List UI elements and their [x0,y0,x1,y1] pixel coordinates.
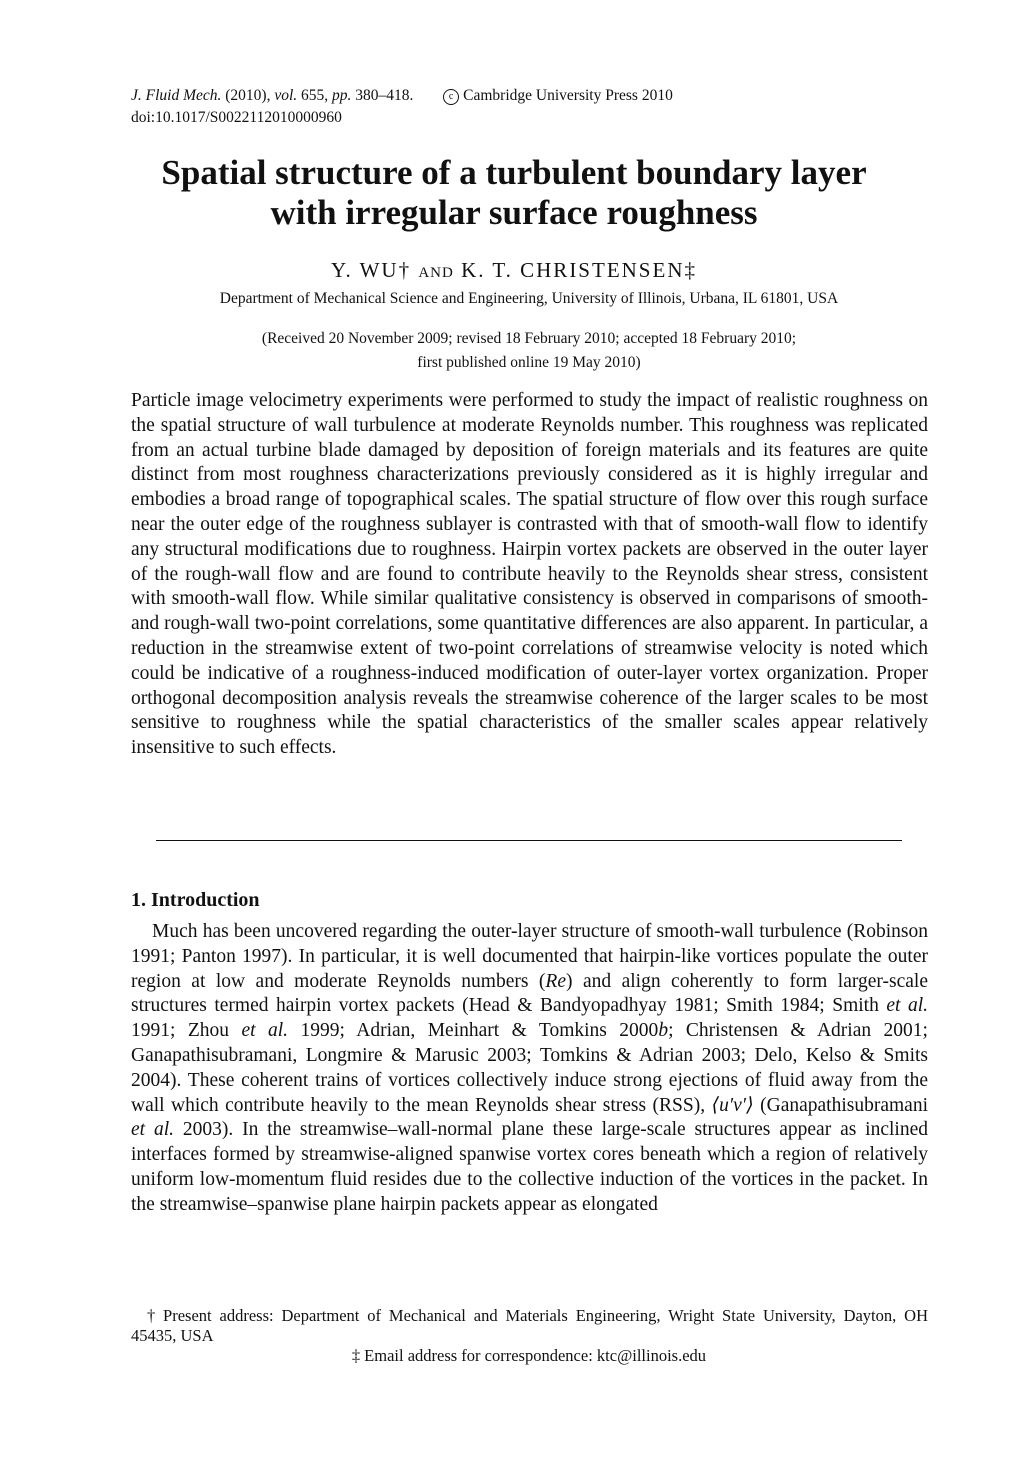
publication-dates [0,327,1028,375]
copyright-icon: c [443,89,459,105]
intro-text-2: ) and align coherently to form larger-scale structures termed hairpin vortex packets (Head & Bandyopadhyay 1981; Smith 1984; Smith [131,970,928,1017]
footnote-dagger [131,1306,928,1346]
journal-header [131,85,673,129]
dates-line-2: first published online 19 May 2010) [417,354,641,371]
intro-etal-2: et al. [241,1020,289,1042]
intro-text-5: ; Christensen & Adrian 2001; Ganapathisubramani, Longmire & Marusic 2003; Tomkins & Adrian 2003; Delo, Kelso & Smits 2004). These coherent trains of vortices collectively induce strong ejections of fluid away from the wall which contribute heavily to the mean Reynolds shear stress (RSS), [131,1020,928,1116]
pages-label: pp. [332,87,352,104]
intro-re: Re [545,970,566,992]
intro-text-3: 1991; Zhou [131,1020,242,1042]
footnote-dagger-text: Present address: Department of Mechanical and Materials Engineering, Wright State University, Dayton, OH 45435, USA [131,1306,928,1345]
intro-text-4: 1999; Adrian, Meinhart & Tomkins 2000 [288,1020,659,1042]
intro-etal-3: et al. [131,1119,174,1141]
section-heading: 1. Introduction [131,889,260,911]
title-line-2: with irregular surface roughness [270,193,758,232]
footnote-email-text: Email address for correspondence: ktc@illinois.edu [364,1346,707,1365]
intro-etal-1: et al. [886,995,929,1017]
volume-label: vol. [274,87,298,104]
intro-b: b [658,1020,669,1042]
authors [0,258,1028,283]
author-conjunction: AND [418,265,454,281]
intro-paragraph [131,920,928,1218]
citation-line [131,85,673,107]
author-2: K. T. CHRISTENSEN‡ [461,258,697,282]
intro-rss-symbol: ⟨u′v′⟩ [711,1094,754,1116]
dagger-symbol: † [147,1306,160,1325]
abstract-divider [156,840,902,841]
intro-text-1: Much has been uncovered regarding the outer-layer structure of smooth-wall turbulence (Robinson 1991; Panton 1997). In particular, it is well documented that hairpin-like vortices populate the outer region at low and moderate Reynolds numbers ( [131,921,928,992]
publisher: Cambridge University Press 2010 [463,87,673,104]
author-1: Y. WU† [331,258,412,282]
ddagger-symbol: ‡ [351,1346,361,1365]
pages-value: 380–418. [355,87,414,104]
intro-text-6: (Ganapathisubramani [753,1094,928,1116]
footnote-ddagger [0,1346,1028,1366]
abstract: Particle image velocimetry experiments were performed to study the impact of realistic roughness on the spatial structure of wall turbulence at moderate Reynolds number. This roughness was replicated from an actual turbine blade damaged by deposition of foreign materials and its features are quite distinct from most roughness characterizations previously considered as it is highly irregular and embodies a broad range of topographical scales. The spatial structure of flow over this rough surface near the outer edge of the roughness sublayer is contrasted with that of smooth-wall flow to identify any structural modifications due to roughness. Hairpin vortex packets are observed in the outer layer of the rough-wall flow and are found to contribute heavily to the Reynolds shear stress, consistent with smooth-wall flow. While similar qualitative consistency is observed in comparisons of smooth- and rough-wall two-point correlations, some quantitative differences are also apparent. In particular, a reduction in the streamwise extent of two-point correlations of streamwise velocity is noted which could be indicative of a roughness-induced modification of outer-layer vortex organization. Proper orthogonal decomposition analysis reveals the streamwise coherence of the larger scales to be most sensitive to roughness while the spatial characteristics of the smaller scales appear relatively insensitive to such effects. [131,390,928,759]
journal-year: (2010), [225,87,271,104]
title-line-1: Spatial structure of a turbulent boundary layer [161,153,867,192]
dates-line-1: (Received 20 November 2009; revised 18 February 2010; accepted 18 February 2010; [261,330,797,347]
journal-name: J. Fluid Mech. [131,87,222,104]
intro-text-7: 2003). In the streamwise–wall-normal plane these large-scale structures appear as inclined interfaces formed by streamwise-aligned spanwise vortex cores beneath which a region of relatively uniform low-momentum fluid resides due to the collective induction of the vortices in the packet. In the streamwise–spanwise plane hairpin packets appear as elongated [131,1119,928,1215]
affiliation: Department of Mechanical Science and Engineering, University of Illinois, Urbana, IL 61801, USA [219,290,839,307]
paper-title [0,153,1028,233]
volume-value: 655, [301,87,329,104]
doi: doi:10.1017/S0022112010000960 [131,109,342,126]
